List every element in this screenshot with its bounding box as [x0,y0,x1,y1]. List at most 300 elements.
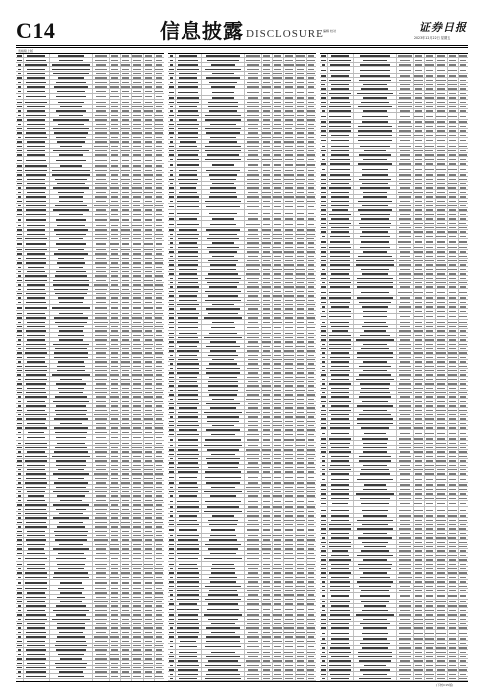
table-cell [321,656,325,658]
table-cell [399,542,412,544]
table-cell [331,479,350,481]
table-cell [415,674,422,676]
table-cell [296,416,304,418]
table-cell [297,394,305,396]
table-cell [179,355,198,357]
table-cell [357,520,393,522]
table-cell [59,196,84,198]
table-cell [329,316,351,318]
table-cell [262,229,270,231]
table-cell [449,610,455,612]
table-cell [122,605,128,607]
table-cell [415,401,423,403]
table-cell [156,478,163,480]
table-cell [169,372,174,374]
table-cell [110,414,118,416]
table-cell [263,218,270,220]
table-cell [437,623,444,625]
table-cell [284,313,293,315]
table-cell [133,302,141,304]
table-cell [247,187,259,189]
table-cell [122,671,129,673]
table-cell [133,627,141,629]
table-cell [110,219,118,221]
table-cell [399,401,412,403]
table-cell [96,302,106,304]
table-cell [247,646,258,648]
table-cell [437,339,445,341]
table-cell [415,550,423,552]
table-cell [156,238,162,240]
table-cell [285,137,293,139]
table-cell [179,77,197,79]
table-cell [459,75,466,77]
table-cell [449,542,455,544]
table-cell [284,623,293,625]
table-cell [263,553,270,555]
table-cell [263,206,270,208]
table-cell [426,577,432,579]
table-cell [179,520,198,522]
table-cell [449,418,456,420]
table-cell [307,234,314,236]
table-cell [297,467,303,469]
table-cell [17,214,22,216]
table-cell [285,273,293,275]
table-cell [156,509,162,511]
table-cell [321,410,326,412]
table-cell [459,633,466,635]
table-cell [448,247,456,249]
table-cell [95,392,106,394]
table-cell [133,526,141,528]
table-cell [263,368,271,370]
table-cell [248,594,259,596]
table-cell [206,458,240,460]
table-cell [145,491,152,493]
table-cell [274,454,281,456]
table-cell [110,187,118,189]
table-cell [248,568,258,570]
table-cell [331,656,349,658]
table-cell [437,75,444,77]
table-cell [414,251,422,253]
table-cell [95,432,107,434]
table-cell [460,102,466,104]
table-cell [284,174,293,176]
table-cell [415,201,423,203]
table-cell [57,366,86,368]
table-cell [263,110,269,112]
table-cell [448,595,456,597]
table-cell [274,458,282,460]
table-cell [308,524,315,526]
table-cell [263,421,270,423]
table-cell [54,572,87,574]
table-cell [459,605,466,607]
table-cell [156,253,162,255]
table-cell [285,97,294,99]
table-cell [359,460,392,462]
table-cell [297,251,305,253]
table-cell [308,646,315,648]
table-cell [360,595,391,597]
table-cell [17,183,21,185]
table-cell [178,390,198,392]
table-cell [248,256,258,258]
table-cell [297,238,304,240]
table-cell [460,447,466,449]
table-cell [121,601,129,603]
table-cell [436,537,445,539]
table-cell [273,251,281,253]
table-cell [26,258,46,260]
table-cell [296,64,304,66]
table-cell [27,535,44,537]
table-cell [263,594,270,596]
table-cell [27,91,46,93]
table-cell [362,273,387,275]
table-cell [460,60,466,62]
table-cell [111,495,118,497]
table-cell [274,445,281,447]
table-cell [331,678,348,680]
table-cell [144,418,152,420]
table-cell [437,586,445,588]
table-cell [263,454,271,456]
table-cell [285,515,294,517]
table-cell [460,595,466,597]
table-cell [27,284,46,286]
table-cell [169,477,174,479]
table-cell [169,553,174,555]
table-cell [122,504,130,506]
table-cell [330,614,350,616]
table-row [320,501,468,508]
table-cell [360,55,390,57]
table-cell [178,282,197,284]
table-cell [399,282,411,284]
table-cell [448,410,456,412]
table-cell [361,503,389,505]
table-cell [308,159,315,161]
table-cell [460,379,467,381]
table-cell [426,140,433,142]
table-cell [145,658,152,660]
table-cell [322,64,326,66]
table-cell [399,163,411,165]
table-cell [27,289,46,291]
table-cell [122,564,128,566]
table-cell [321,374,325,376]
table-cell [122,447,128,449]
table-cell [358,537,392,539]
table-cell [133,401,141,403]
table-cell [332,209,349,211]
table-cell [297,341,304,343]
table-cell [359,568,390,570]
table-cell [145,676,151,678]
table-cell [122,588,129,590]
table-cell [248,581,258,583]
table-cell [95,165,107,167]
table-cell [285,187,294,189]
table-cell [436,80,445,82]
table-cell [285,150,292,152]
table-cell [460,116,466,118]
table-cell [274,368,281,370]
table-cell [263,174,269,176]
table-cell [436,555,445,557]
table-row [320,630,468,637]
table-cell [459,55,466,57]
table-cell [169,482,174,484]
table-cell [26,636,46,638]
table-cell [414,451,422,453]
table-cell [54,253,89,255]
table-cell [95,55,106,57]
table-cell [331,577,348,579]
table-cell [330,674,350,676]
table-cell [426,273,433,275]
table-cell [296,445,304,447]
table-cell [17,132,21,134]
table-cell [122,432,129,434]
table-cell [17,370,21,372]
table-cell [17,262,21,264]
table-cell [426,70,432,72]
table-cell [285,372,294,374]
table-cell [321,196,325,198]
table-cell [399,515,411,517]
table-cell [414,316,422,318]
table-cell [436,665,445,667]
table-cell [95,614,107,616]
table-cell [57,526,86,528]
table-cell [111,572,118,574]
table-cell [363,572,387,574]
table-cell [122,469,129,471]
table-cell [426,479,432,481]
table-cell [321,572,325,574]
table-cell [400,223,410,225]
table-cell [122,460,129,462]
table-cell [263,491,270,493]
table-cell [133,201,140,203]
table-cell [330,278,349,280]
table-cell [156,302,163,304]
table-cell [95,658,107,660]
table-cell [273,660,281,662]
table-cell [274,170,282,172]
table-cell [297,146,303,148]
table-cell [263,674,270,676]
table-cell [322,352,326,354]
table-cell [460,183,466,185]
table-cell [308,416,315,418]
table-cell [177,572,200,574]
table-cell [179,678,197,680]
table-cell [297,77,303,79]
table-cell [321,568,325,570]
table-cell [111,352,119,354]
table-cell [449,241,455,243]
table-cell [414,352,422,354]
table-cell [322,601,326,603]
table-cell [426,572,432,574]
table-cell [425,366,433,368]
table-cell [307,627,314,629]
table-cell [449,396,456,398]
table-cell [308,581,315,583]
table-cell [274,609,282,611]
table-cell [437,286,444,288]
table-cell [415,209,423,211]
table-cell [248,632,258,634]
table-cell [363,344,386,346]
table-cell [122,414,129,416]
table-cell [437,405,446,407]
table-cell [133,388,140,390]
table-cell [399,209,411,211]
table-cell [363,489,388,491]
table-cell [56,558,86,560]
table-cell [247,251,259,253]
table-cell [285,641,293,643]
table-cell [426,316,434,318]
table-cell [415,643,422,645]
table-cell [111,253,119,255]
table-cell [26,330,47,332]
table-cell [415,302,422,304]
table-cell [156,366,163,368]
table-cell [273,183,281,185]
table-cell [212,399,234,401]
table-cell [448,260,456,262]
table-cell [437,614,445,616]
table-cell [415,236,422,238]
table-cell [362,542,387,544]
table-cell [363,638,387,640]
table-cell [145,183,153,185]
table-cell [356,493,394,495]
table-cell [212,92,235,94]
table-cell [307,394,314,396]
table-cell [263,64,271,66]
table-cell [426,102,433,104]
table-cell [459,647,466,649]
table-cell [308,322,314,324]
table-cell [321,484,325,486]
table-cell [297,425,304,427]
table-cell [307,368,314,370]
table-cell [248,572,259,574]
table-cell [144,322,152,324]
table-cell [52,374,89,376]
table-cell [95,491,107,493]
table-cell [121,513,129,515]
table-cell [307,506,314,508]
table-cell [274,646,282,648]
table-cell [156,535,163,537]
table-cell [96,106,106,108]
table-cell [308,614,314,616]
table-cell [156,271,163,273]
table-cell [274,82,281,84]
table-cell [133,348,140,350]
table-cell [53,473,89,475]
table-cell [25,582,47,584]
table-cell [169,377,174,379]
table-cell [27,623,44,625]
table-cell [360,383,390,385]
table-cell [414,223,422,225]
table-cell [121,170,129,172]
table-cell [364,546,387,548]
table-cell [331,623,350,625]
table-cell [246,60,259,62]
table-cell [398,392,411,394]
table-cell [449,106,455,108]
table-cell [96,654,106,656]
table-cell [360,70,390,72]
table-cell [399,555,410,557]
table-cell [436,169,445,171]
table-cell [169,385,174,387]
table-cell [362,174,387,176]
table-cell [308,529,314,531]
table-cell [359,366,391,368]
table-cell [274,564,282,566]
table-cell [437,542,444,544]
table-cell [297,295,304,297]
table-cell [204,337,241,339]
table-cell [122,154,129,156]
table-cell [263,260,270,262]
table-cell [449,388,456,390]
table-cell [18,192,22,194]
table-cell [274,544,281,546]
table-cell [361,292,388,294]
table-cell [426,75,433,77]
table-cell [426,423,433,425]
table-cell [95,443,107,445]
table-cell [156,165,163,167]
table-cell [27,500,46,502]
table-cell [18,69,22,71]
table-cell [331,493,348,495]
table-cell [210,269,237,271]
table-cell [111,64,118,66]
table-cell [263,291,270,293]
table-cell [308,69,315,71]
table-cell [308,77,314,79]
table-cell [322,546,326,548]
table-cell [437,605,445,607]
table-cell [169,322,173,324]
table-cell [57,91,85,93]
table-cell [111,201,118,203]
table-cell [122,418,129,420]
table-cell [308,295,314,297]
table-cell [178,421,197,423]
table-cell [207,449,239,451]
table-cell [145,187,152,189]
table-cell [274,491,281,493]
table-cell [96,535,106,537]
table-cell [322,146,326,148]
table-cell [121,86,129,88]
